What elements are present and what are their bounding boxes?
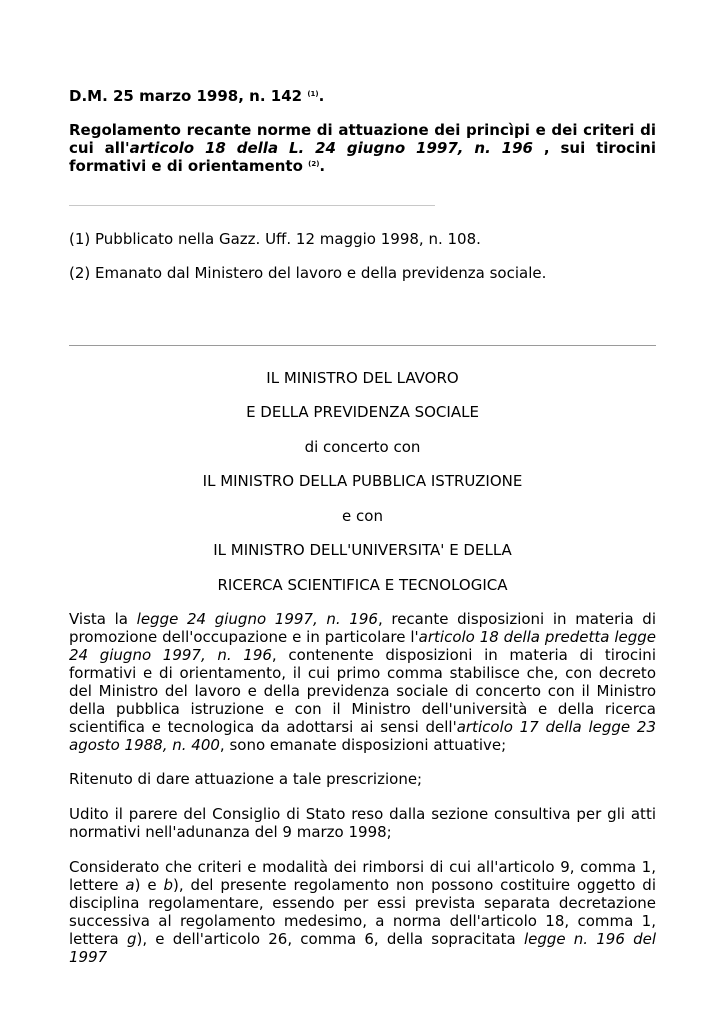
paragraph-ritenuto: Ritenuto di dare attuazione a tale prescrizione;	[69, 770, 423, 788]
decree-title-text: D.M. 25 marzo 1998, n. 142	[69, 87, 303, 105]
considerato-law-ref: legge n. 196 del 1997	[69, 930, 656, 966]
considerato-letter-g: g	[126, 930, 137, 948]
decree-subtitle	[69, 121, 656, 175]
footnote-1: (1) Pubblicato nella Gazz. Uff. 12 maggio 1998, n. 108.	[69, 230, 481, 248]
vista-law-ref-3: articolo 17 della legge 23 agosto 1988, n. 400	[69, 718, 656, 754]
preamble-line-4: IL MINISTRO DELLA PUBBLICA ISTRUZIONE	[202, 472, 523, 490]
subtitle-text-2: , sui tirocini formativi e di orientamento	[69, 139, 656, 175]
considerato-text-4: ), e dell'articolo 26, comma 6, della sopracitata	[136, 930, 524, 948]
subtitle-end: .	[319, 157, 326, 175]
footnote-2: (2) Emanato dal Ministero del lavoro e della previdenza sociale.	[69, 264, 547, 282]
preamble-line-1: IL MINISTRO DEL LAVORO	[266, 369, 459, 387]
decree-title	[69, 87, 656, 105]
decree-title-end: .	[318, 87, 325, 105]
vista-text-2: , recante disposizioni in materia di promozione dell'occupazione e in particolare l'	[69, 610, 656, 646]
considerato-letter-a: a	[125, 876, 135, 894]
considerato-letter-b: b	[163, 876, 174, 894]
paragraph-udito: Udito il parere del Consiglio di Stato reso dalla sezione consultiva per gli atti normativi nell'adunanza del 9 marzo 1998;	[69, 805, 656, 841]
preamble-line-2: E DELLA PREVIDENZA SOCIALE	[246, 403, 479, 421]
vista-text-3: , contenente disposizioni in materia di tirocini formativi e di orientamento, il cui primo comma stabilisce che, con decreto del Ministro del lavoro e della previdenza sociale di concerto con il Ministro della pubblica istruzione e con il Ministro dell'università e della ricerca scientifica e tecnologica da adottarsi ai sensi dell'	[69, 646, 656, 736]
vista-law-ref-2: articolo 18 della predetta legge 24 giugno 1997, n. 196	[69, 628, 656, 664]
subtitle-law-reference: articolo 18 della L. 24 giugno 1997, n. 196	[129, 139, 533, 157]
vista-text-4: , sono emanate disposizioni attuative;	[219, 736, 507, 754]
considerato-text-1: Considerato che criteri e modalità dei rimborsi di cui all'articolo 9, comma 1, lettere	[69, 858, 656, 894]
preamble-line-7: RICERCA SCIENTIFICA E TECNOLOGICA	[217, 576, 508, 594]
preamble-line-6: IL MINISTRO DELL'UNIVERSITA' E DELLA	[213, 541, 512, 559]
preamble-line-5: e con	[342, 507, 383, 525]
preamble-line-3: di concerto con	[304, 438, 421, 456]
paragraph-considerato	[69, 858, 656, 966]
considerato-text-3: ), del presente regolamento non possono costituire oggetto di disciplina regolamentare, essendo per essi prevista separata decretazione successiva al regolamento medesimo, a norma dell'articolo 18, comma 1, lettera	[69, 876, 656, 948]
vista-law-ref-1: legge 24 giugno 1997, n. 196	[136, 610, 378, 628]
footnote-divider	[69, 205, 435, 206]
considerato-text-2: ) e	[134, 876, 164, 894]
footnote-ref-1[interactable]: (1)	[307, 90, 319, 98]
vista-text-1: Vista la	[69, 610, 137, 628]
footnote-ref-2[interactable]: (2)	[308, 160, 320, 168]
paragraph-vista	[69, 610, 656, 754]
subtitle-text-1: Regolamento recante norme di attuazione dei princìpi e dei criteri di cui all'	[69, 121, 656, 157]
section-divider	[69, 345, 656, 346]
